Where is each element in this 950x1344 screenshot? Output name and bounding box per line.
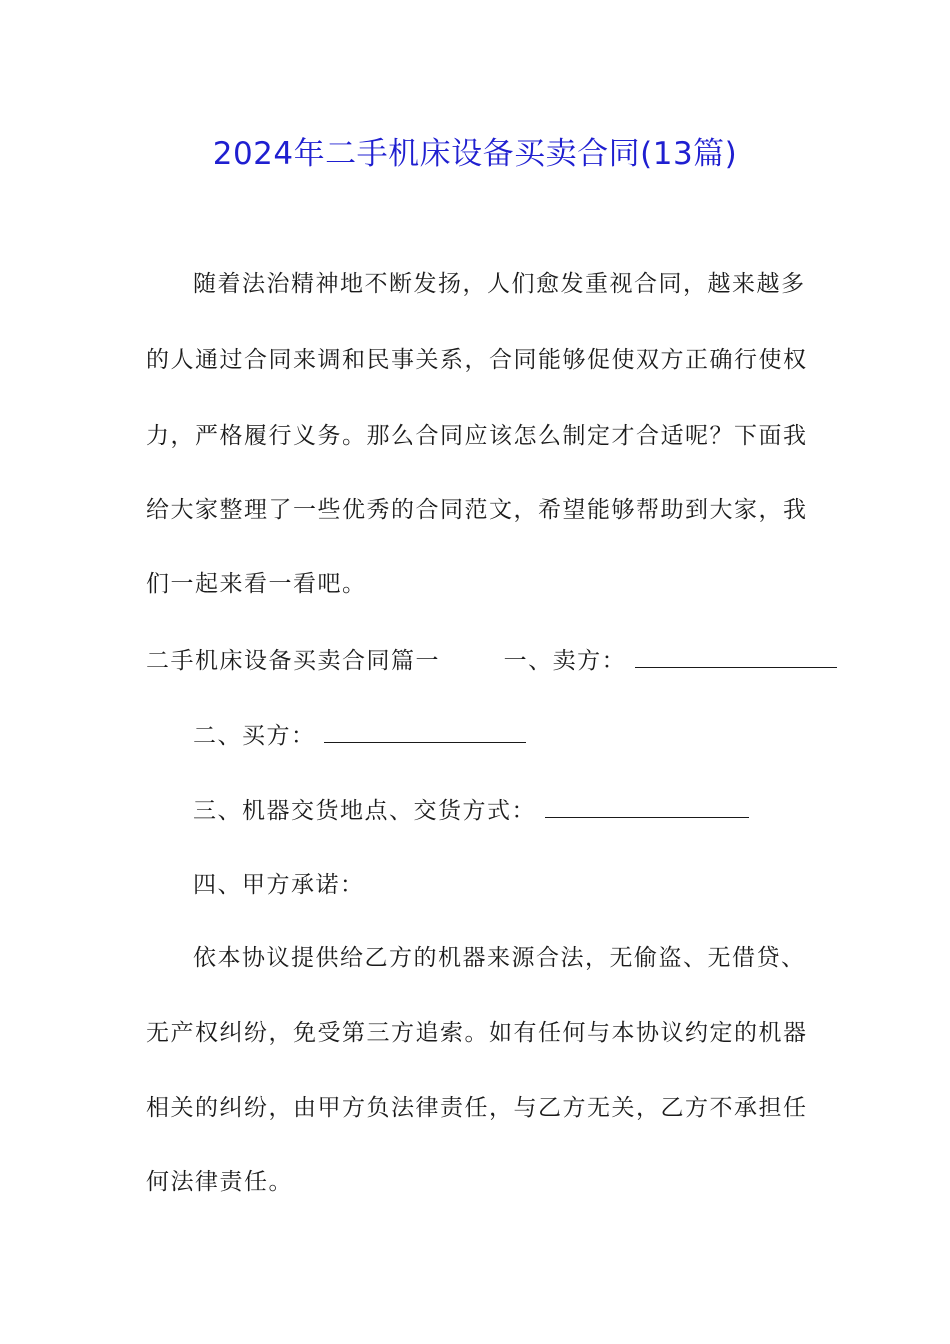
buyer-label: 二、买方： bbox=[193, 723, 316, 749]
delivery-label: 三、机器交货地点、交货方式： bbox=[193, 798, 536, 824]
buyer-row bbox=[193, 720, 526, 752]
section-heading: 二手机床设备买卖合同篇一 bbox=[146, 648, 440, 674]
intro-line-3: 力，严格履行义务。那么合同应该怎么制定才合适呢？下面我 bbox=[146, 423, 808, 449]
promise-line-1: 依本协议提供给乙方的机器来源合法，无偷盗、无借贷、 bbox=[193, 945, 806, 971]
intro-line-1: 随着法治精神地不断发扬，人们愈发重视合同，越来越多 bbox=[193, 271, 806, 297]
delivery-blank-line bbox=[545, 797, 749, 818]
document-title: 2024年二手机床设备买卖合同(13篇) bbox=[212, 136, 738, 172]
seller-label: 一、卖方： bbox=[503, 648, 627, 674]
intro-line-4: 给大家整理了一些优秀的合同范文，希望能够帮助到大家，我 bbox=[146, 497, 808, 523]
intro-line-2: 的人通过合同来调和民事关系，合同能够促使双方正确行使权 bbox=[146, 347, 808, 373]
party-a-heading: 四、甲方承诺： bbox=[193, 872, 365, 898]
promise-line-2: 无产权纠纷，免受第三方追索。如有任何与本协议约定的机器 bbox=[146, 1020, 808, 1046]
delivery-row bbox=[193, 795, 749, 827]
intro-line-5: 们一起来看一看吧。 bbox=[146, 571, 367, 597]
promise-line-4: 何法律责任。 bbox=[146, 1169, 293, 1195]
section-row bbox=[146, 645, 837, 677]
seller-blank-line bbox=[635, 647, 837, 668]
promise-line-3: 相关的纠纷，由甲方负法律责任，与乙方无关，乙方不承担任 bbox=[146, 1095, 808, 1121]
buyer-blank-line bbox=[324, 722, 526, 743]
